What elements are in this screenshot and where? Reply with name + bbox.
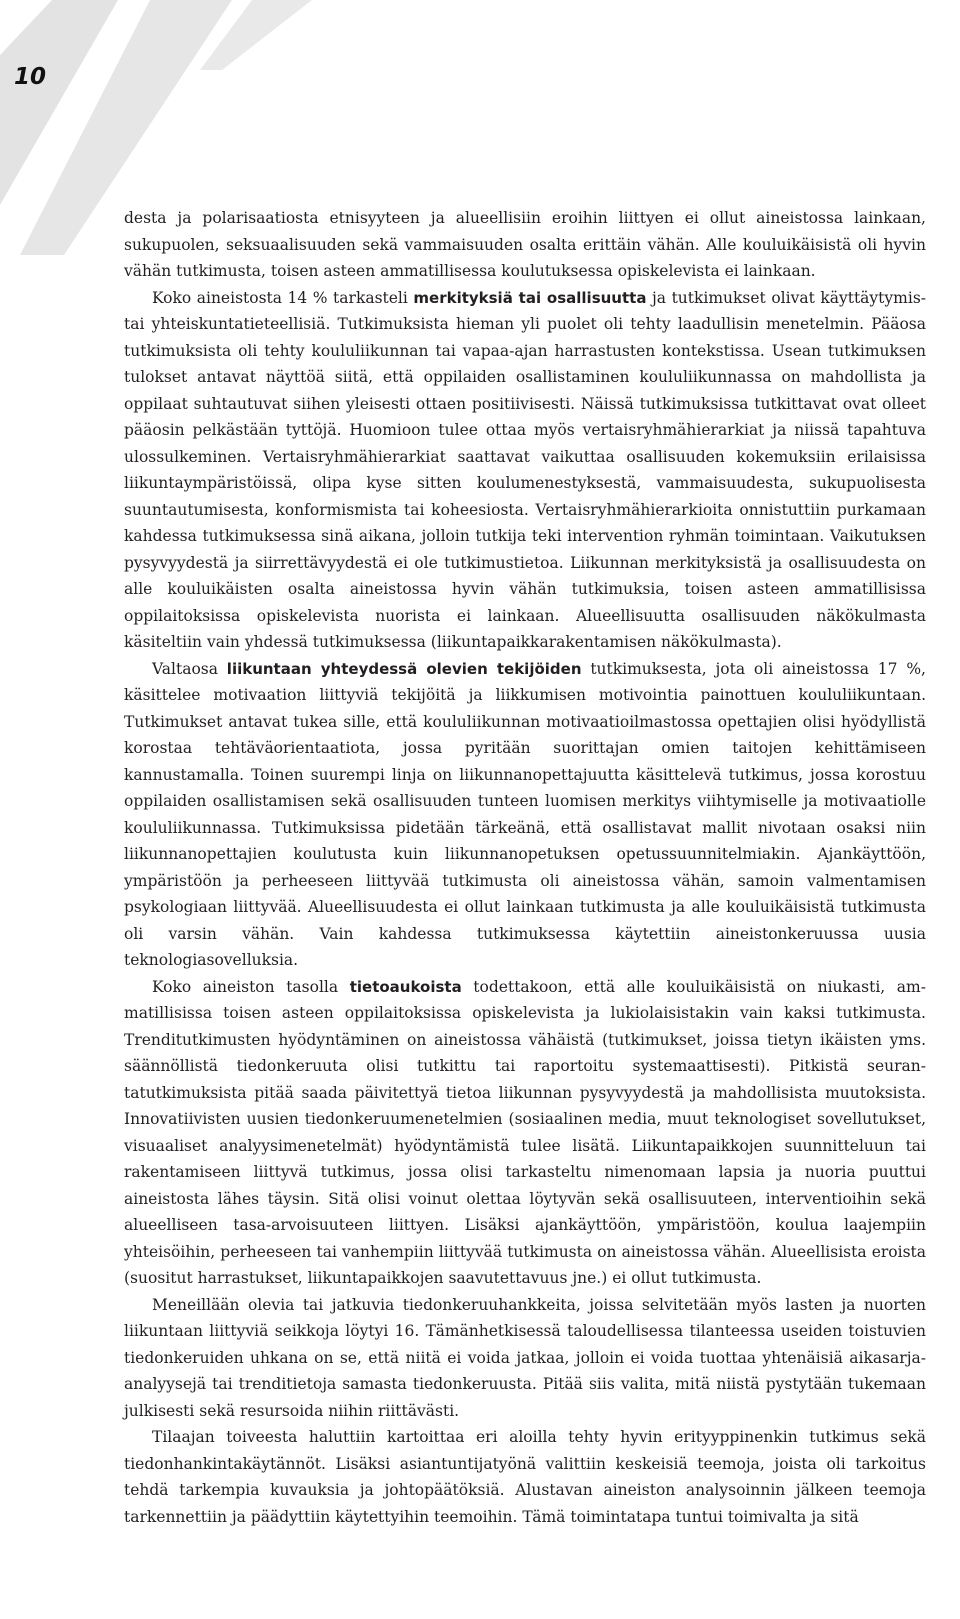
bold-term: liikuntaan yhteydessä olevien tekijöiden (226, 659, 582, 678)
body-text (124, 205, 926, 1530)
paragraph-continued: desta ja polarisaatiosta etnisyyteen ja alueellisiin eroihin liittyen ei ollut aineistossa lainkaan, sukupuolen, seksuaalisuuden sekä vammaisuuden osalta erittäin vähän. Alle kouluikäisistä oli hyvin vähän tutkimusta, toisen asteen ammatillisessa koulutuksessa opiskelevista ei lainkaan. (124, 209, 926, 280)
page-number: 10 (14, 64, 47, 90)
paragraph-meanings: Koko aineistosta 14 % tarkasteli merkityksiä tai osallisuutta ja tutkimukset olivat käyttäytymis- tai yhteiskuntatieteellisiä. Tutkimuksista hieman yli puolet oli tehty laadullisin menetelmin. Pääosa tutkimuksista oli tehty koululiikunnan tai vapaa-ajan harrastusten kontekstissa. Usean tutkimuksen tulokset antavat näyttöä siitä, että oppilaiden osallistaminen koululiikunnassa on mahdollista ja oppilaat suhtautuvat siihen yleisesti ottaen positiivisesti. Näissä tutkimuksissa tutkittavat ovat olleet pääosin pelkästään tyttöjä. Huomioon tulee ottaa myös vertaisryhmähierarkiat ja niissä tapahtuva ulossulkeminen. Vertaisryhmähierarkiat saattavat vaikuttaa osallisuuden kokemuksiin erilaisissa liikuntaympäristöissä, olipa kyse sitten koulumenestyksestä, vammaisuudesta, sukupuolisesta suuntautumisesta, konformismista tai koheesiosta. Vertaisryhmähierarkioita onnistuttiin purkamaan kahdessa tutkimuksessa sinä aikana, jolloin tutkija teki intervention ryhmän toimintaan. Vaikutuksen pysyvyydestä ja siirrettävyydestä ei ole tutkimustietoa. Liikunnan merkityksistä ja osallisuudesta on alle kouluikäisten osalta aineistossa hyvin vähän tutkimuksia, toisen asteen ammatillisissa oppilaitoksissa opiskelevista nuorista ei lainkaan. Alueellisuutta osallisuuden näkökulmasta käsiteltiin vain yhdessä tutkimuksessa (liikuntapaikkarakentamisen näkökulmasta). (124, 288, 927, 651)
paragraph-request: Tilaajan toiveesta haluttiin kartoittaa eri aloilla tehty hyvin erityyppinenkin tutkimus sekä tiedonhankintakäytännöt. Lisäksi asiantuntijatyönä valittiin keskeisiä teemoja, joista oli tarkoitus tehdä tarkempia kuvauksia ja johtopäätöksiä. Alustavan aineiston analysoinnin jälkeen teemoja tarkennettiin ja päädyttiin käytettyihin teemoihin. Tämä toimintatapa tuntui toimivalta ja sitä (124, 1428, 926, 1526)
paragraph-ongoing: Meneillään olevia tai jatkuvia tiedonkeruuhankkeita, joissa selvitetään myös lasten ja nuorten liikuntaan liittyviä seikkoja löytyi 16. Tämänhetkisessä taloudellisessa tilanteessa useiden toistuvien tiedonkeruiden uhkana on se, että niitä ei voida jatkaa, jolloin ei voida tuottaa yhtenäisiä aikasarja-analyysejä tai trenditietoja samasta tiedonkeruusta. Pitää siis valita, mitä niistä pystytään tukemaan julkisesti sekä resursoida niihin riittävästi. (124, 1295, 926, 1420)
paragraph-factors: Valtaosa liikuntaan yhteydessä olevien tekijöiden tutkimuksesta, jota oli aineistossa 17 %, käsittelee motivaation liittyviä tekijöitä ja liikkumisen motivointia painottuen koululiikuntaan. Tutkimukset antavat tukea sille, että koululiikunnan motivaatioilmastossa opettajien olisi hyödyllistä korostaa tehtäväorientaatiota, jossa pyritään suorittajan omien taitojen kehittämiseen kannustamalla. Toinen suurempi linja on liikunnanopettajuutta käsittelevä tutkimus, jossa korostuu oppilaiden osallistamisen sekä osallisuuden tunteen luomisen merkitys viihtymiselle ja motivaatiolle koululiikunnassa. Tutkimuksissa pidetään tärkeänä, että osallistavat mallit nivotaan osaksi niin liikunnanopettajien koulutusta kuin liikunnanopetuksen opetussuunnitelmiakin. Ajankäyttöön, ympäristöön ja perheeseen liittyvää tutkimusta oli aineistossa vähän, samoin valmentamisen psykologiaan liittyvää. Alueellisuudesta ei ollut lainkaan tutkimusta ja alle kouluikäisistä tutkimusta oli varsin vähän. Vain kahdessa tutkimuksessa käytettiin aineistonkeruussa uusia teknologiasovelluksia. (124, 659, 926, 969)
paragraph-gaps: Koko aineiston tasolla tietoaukoista todettakoon, että alle kouluikäisistä on niukasti, ammatillisissa toisen asteen oppilaitoksissa opiskelevista ja lukiolaisistakin vain kaksi tutkimusta. Trenditutkimusten hyödyntäminen on aineistossa vähäistä (tutkimukset, joissa tietyn ikäisten yms. säännöllistä tiedonkeruuta olisi tutkittu tai raportoitu systemaattisesti). Pitkistä seurantatutkimuksista pitää saada päivitettyä tietoa liikunnan pysyvyydestä ja mahdollisista muutoksista. Innovatiivisten uusien tiedonkeruumenetelmien (sosiaalinen media, muut teknologiset sovellutukset, visuaaliset analyysimenetelmät) hyödyntämistä tulee lisätä. Liikuntapaikkojen suunnitteluun tai rakentamiseen liittyvä tutkimus, jossa olisi tarkasteltu nimenomaan lapsia ja nuoria puuttui aineistosta lähes täysin. Sitä olisi voinut olettaa löytyvän sekä osallisuuteen, interventioihin sekä alueelliseen tasa-arvoisuuteen liittyen. Lisäksi ajankäyttöön, ympäristöön, koulua laajempiin yhteisöihin, perheeseen tai vanhempiin liittyvää tutkimusta on aineistossa vähän. Alueellisista eroista (suositut harrastukset, liikuntapaikkojen saavutettavuus jne.) ei ollut tutkimusta. (124, 977, 926, 1287)
bold-term: merkityksiä tai osallisuutta (413, 288, 647, 307)
bold-term: tietoaukoista (349, 977, 462, 996)
